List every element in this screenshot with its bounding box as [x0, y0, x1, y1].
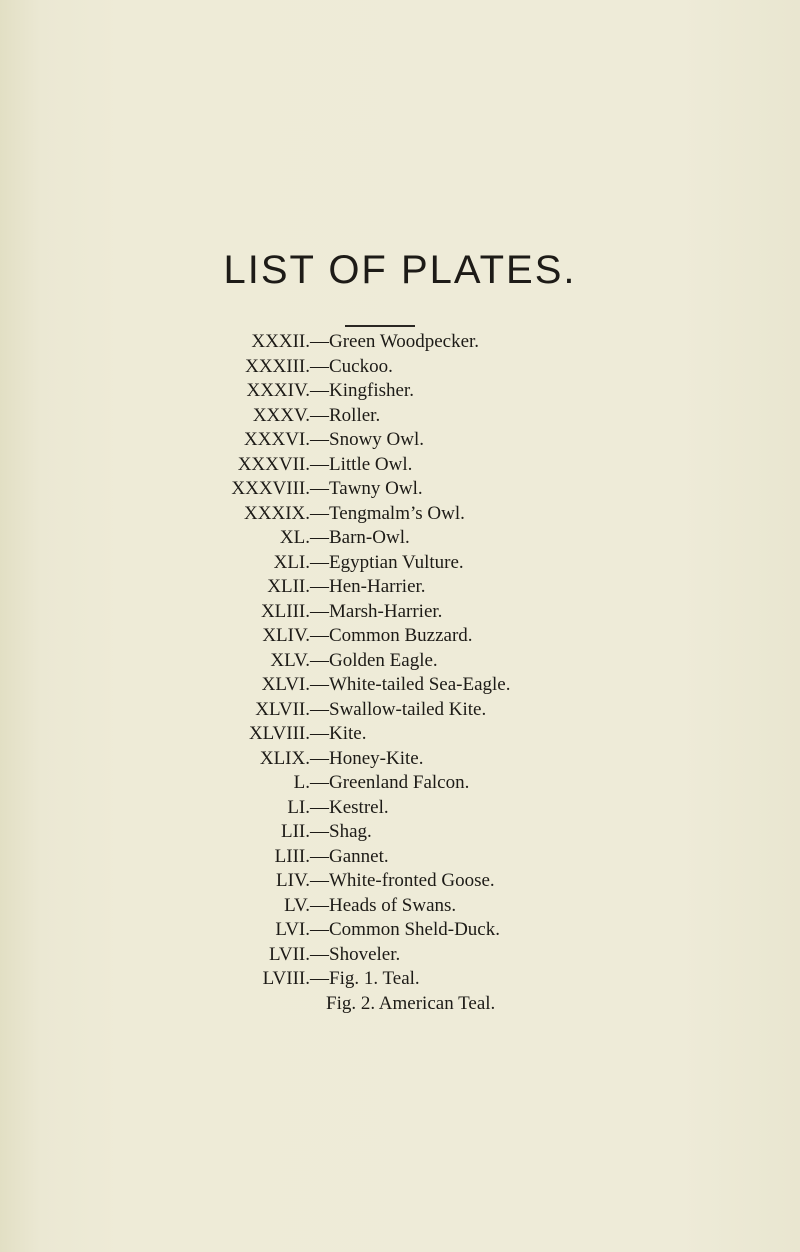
plate-number: LIV.	[276, 870, 310, 891]
list-item: L. —Greenland Falcon.	[0, 771, 800, 796]
plate-name: Snowy Owl.	[329, 429, 425, 450]
list-item: XXXVIII. —Tawny Owl.	[0, 477, 800, 502]
list-item: XXXVII. —Little Owl.	[0, 453, 800, 478]
plate-name: Kite.	[329, 723, 367, 744]
list-item: XLIX. —Honey-Kite.	[0, 747, 800, 772]
plate-number: XLV.	[270, 649, 310, 671]
list-item: XXXIV. —Kingfisher.	[0, 379, 800, 404]
list-item: XXXIX. —Tengmalm’s Owl.	[0, 502, 800, 527]
list-item: XLIII. —Marsh-Harrier.	[0, 600, 800, 625]
plate-name: Marsh-Harrier.	[329, 600, 443, 622]
plate-number: L.	[293, 772, 310, 793]
list-item: XLI. —Egyptian Vulture.	[0, 551, 800, 576]
list-item: LVI. —Common Sheld-Duck.	[0, 918, 800, 943]
list-item: XLII. —Hen-Harrier.	[0, 575, 800, 600]
plate-number: XXXVII.	[237, 453, 310, 475]
list-item: XLIV. —Common Buzzard.	[0, 624, 800, 649]
list-item: XL. —Barn-Owl.	[0, 526, 800, 551]
plate-number: XXXVIII.	[231, 478, 310, 499]
plate-number: XLVIII.	[248, 723, 310, 744]
plate-number: XLVI.	[261, 674, 310, 695]
plate-name: White-fronted Goose.	[329, 870, 495, 891]
plate-name: Tawny Owl.	[329, 478, 423, 499]
plate-sub-figure: Fig. 2. American Teal.	[326, 992, 496, 1014]
plate-number: XXXVI.	[244, 429, 310, 450]
plate-number: XXXIX.	[244, 502, 310, 524]
plate-number: LIII.	[274, 845, 310, 867]
plate-name: Shoveler.	[329, 943, 401, 965]
plate-number: XL.	[279, 527, 310, 548]
plate-number: XLI.	[273, 551, 310, 573]
plate-name: Egyptian Vulture.	[329, 551, 464, 573]
plate-number: LVIII.	[262, 968, 310, 989]
list-item: XXXVI. —Snowy Owl.	[0, 428, 800, 453]
plate-number: XLIX.	[259, 747, 310, 769]
plate-number: LVII.	[269, 943, 310, 965]
plate-number: XXXIV.	[246, 380, 310, 401]
list-item: XLVI. —White-tailed Sea-Eagle.	[0, 673, 800, 698]
title-rule	[345, 325, 415, 327]
plate-name: Gannet.	[329, 845, 389, 867]
plate-name: Cuckoo.	[329, 355, 393, 377]
plate-name: Common Buzzard.	[329, 625, 473, 646]
plate-number: LII.	[280, 821, 310, 842]
list-item: XXXII. —Green Woodpecker.	[0, 330, 800, 355]
plate-number: LVI.	[275, 919, 310, 940]
plate-name: Green Woodpecker.	[329, 331, 480, 352]
page-title: LIST OF PLATES.	[223, 248, 577, 292]
plate-name: Tengmalm’s Owl.	[329, 502, 465, 524]
list-item: XXXV. —Roller.	[0, 404, 800, 429]
plate-number: XLII.	[267, 576, 310, 597]
plate-name: Shag.	[329, 821, 372, 842]
list-item-continuation	[0, 992, 800, 1017]
list-item: XLV. —Golden Eagle.	[0, 649, 800, 674]
plate-name: Golden Eagle.	[329, 649, 438, 671]
plate-name: Kestrel.	[329, 796, 389, 818]
plate-name: White-tailed Sea-Eagle.	[329, 674, 511, 695]
plate-number: LV.	[284, 894, 310, 916]
plate-name: Little Owl.	[329, 453, 413, 475]
plate-number: XXXII.	[251, 331, 310, 352]
plate-name: Common Sheld-Duck.	[329, 919, 500, 940]
plate-name: Kingfisher.	[329, 380, 414, 401]
plate-number: XXXV.	[252, 404, 310, 426]
list-item: XLVIII. —Kite.	[0, 722, 800, 747]
plate-name: Barn-Owl.	[329, 527, 410, 548]
plate-name: Hen-Harrier.	[329, 576, 426, 597]
plate-name: Roller.	[329, 404, 381, 426]
list-item: LVIII. —Fig. 1. Teal.	[0, 967, 800, 992]
list-item: XXXIII. —Cuckoo.	[0, 355, 800, 380]
list-item: LIV. —White-fronted Goose.	[0, 869, 800, 894]
plates-list	[0, 330, 800, 1016]
list-item: XLVII. —Swallow-tailed Kite.	[0, 698, 800, 723]
plate-number: XLVII.	[255, 698, 310, 720]
plate-number: LI.	[287, 796, 310, 818]
list-item: LVII. —Shoveler.	[0, 943, 800, 968]
plate-name: Honey-Kite.	[329, 747, 424, 769]
plate-name: Heads of Swans.	[329, 894, 457, 916]
plate-name: Greenland Falcon.	[329, 772, 470, 793]
plate-number: XXXIII.	[245, 355, 310, 377]
list-item: LIII. —Gannet.	[0, 845, 800, 870]
plate-name: Swallow-tailed Kite.	[329, 698, 487, 720]
list-item: LII. —Shag.	[0, 820, 800, 845]
plate-number: XLIII.	[260, 600, 310, 622]
list-item: LI. —Kestrel.	[0, 796, 800, 821]
plate-name: Fig. 1. Teal.	[329, 968, 420, 989]
plate-number: XLIV.	[262, 625, 310, 646]
list-item: LV. —Heads of Swans.	[0, 894, 800, 919]
